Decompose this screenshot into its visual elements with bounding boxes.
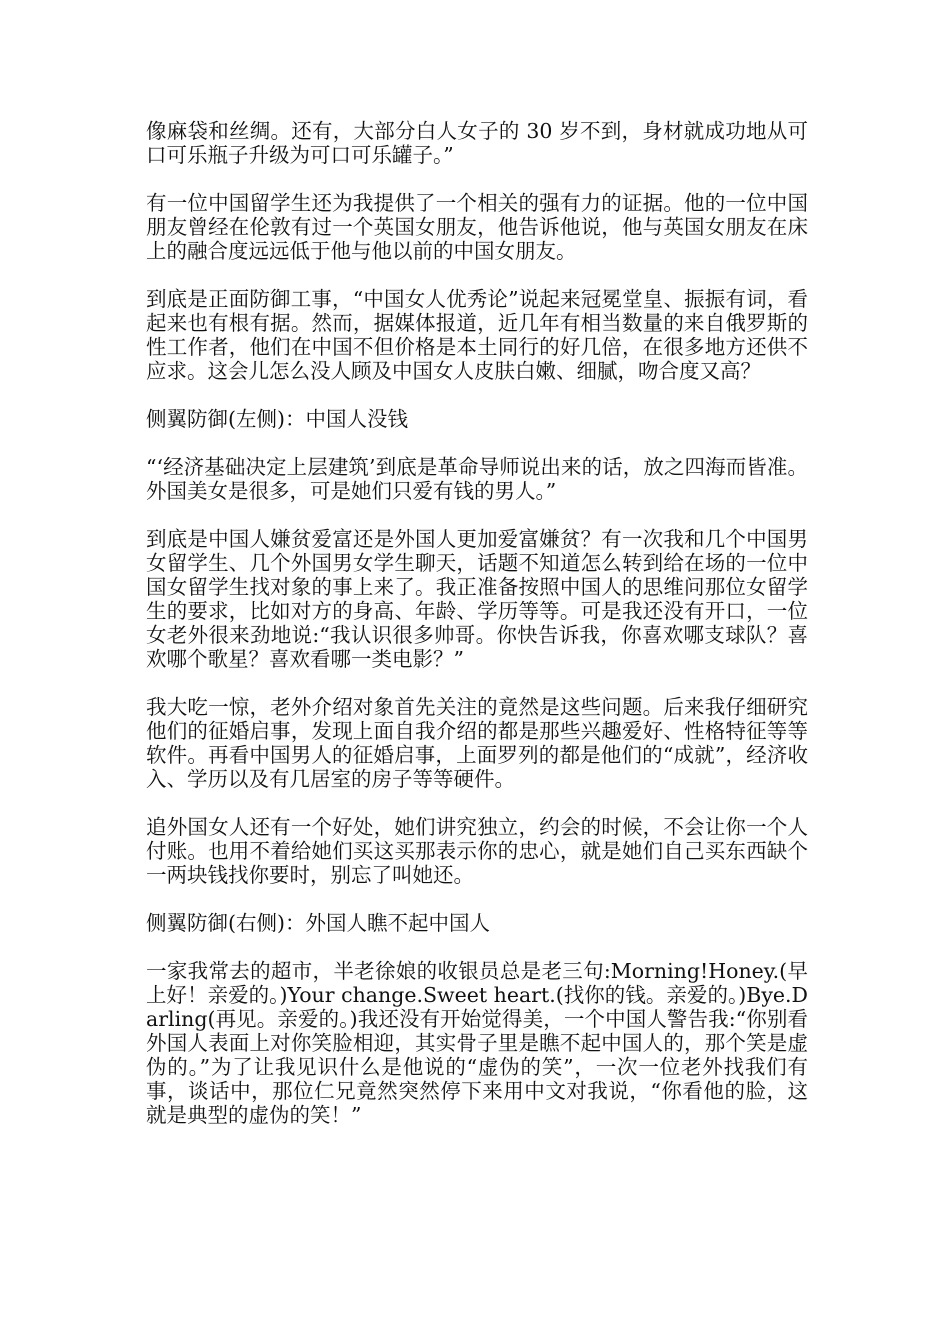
paragraph-3: 到底是正面防御工事，“中国女人优秀论”说起来冠冕堂皇、振振有词，看起来也有根有据。然而，据媒体报道，近几年有相当数量的来自俄罗斯的性工作者，他们在中国不但价格是本土同行的好几倍，在很多地方还供不应求。这会儿怎么没人顾及中国女人皮肤白嫩、细腻，吻合度又高？: [146, 287, 808, 383]
paragraph-8: 一家我常去的超市，半老徐娘的收银员总是老三句:Morning!Honey.(早上好！亲爱的。)Your change.Sweet heart.(找你的钱。亲爱的。)Bye.Darling(再见。亲爱的。)我还没有开始觉得美，一个中国人警告我:“你别看外国人表面上对你笑脸相迎，其实骨子里是瞧不起中国人的，那个笑是虚伪的。”为了让我见识什么是他说的“虚伪的笑”，一次一位老外找我们有事，谈话中，那位仁兄竟然突然停下来用中文对我说，“你看他的脸，这就是典型的虚伪的笑！”: [146, 959, 808, 1127]
paragraph-5: 到底是中国人嫌贫爱富还是外国人更加爱富嫌贫？有一次我和几个中国男女留学生、几个外国男女学生聊天，话题不知道怎么转到给在场的一位中国女留学生找对象的事上来了。我正准备按照中国人的思维问那位女留学生的要求，比如对方的身高、年龄、学历等等。可是我还没有开口，一位女老外很来劲地说:“我认识很多帅哥。你快告诉我，你喜欢哪支球队？喜欢哪个歌星？喜欢看哪一类电影？”: [146, 527, 808, 671]
paragraph-7: 追外国女人还有一个好处，她们讲究独立，约会的时候，不会让你一个人付账。也用不着给她们买这买那表示你的忠心，就是她们自己买东西缺个一两块钱找你要时，别忘了叫她还。: [146, 815, 808, 887]
paragraph-6: 我大吃一惊，老外介绍对象首先关注的竟然是这些问题。后来我仔细研究他们的征婚启事，发现上面自我介绍的都是那些兴趣爱好、性格特征等等软件。再看中国男人的征婚启事，上面罗列的都是他们的“成就”，经济收入、学历以及有几居室的房子等等硬件。: [146, 695, 808, 791]
paragraph-1: 像麻袋和丝绸。还有，大部分白人女子的 30 岁不到，身材就成功地从可口可乐瓶子升级为可口可乐罐子。”: [146, 119, 808, 167]
document-page: [146, 119, 808, 1151]
paragraph-2: 有一位中国留学生还为我提供了一个相关的强有力的证据。他的一位中国朋友曾经在伦敦有过一个英国女朋友，他告诉他说，他与英国女朋友在床上的融合度远远低于他与他以前的中国女朋友。: [146, 191, 808, 263]
section-heading-right-flank: 侧翼防御(右侧)：外国人瞧不起中国人: [146, 911, 490, 935]
section-heading-left-flank: 侧翼防御(左侧)：中国人没钱: [146, 407, 408, 431]
paragraph-4: “‘经济基础决定上层建筑’到底是革命导师说出来的话，放之四海而皆准。外国美女是很多，可是她们只爱有钱的男人。”: [146, 455, 808, 503]
